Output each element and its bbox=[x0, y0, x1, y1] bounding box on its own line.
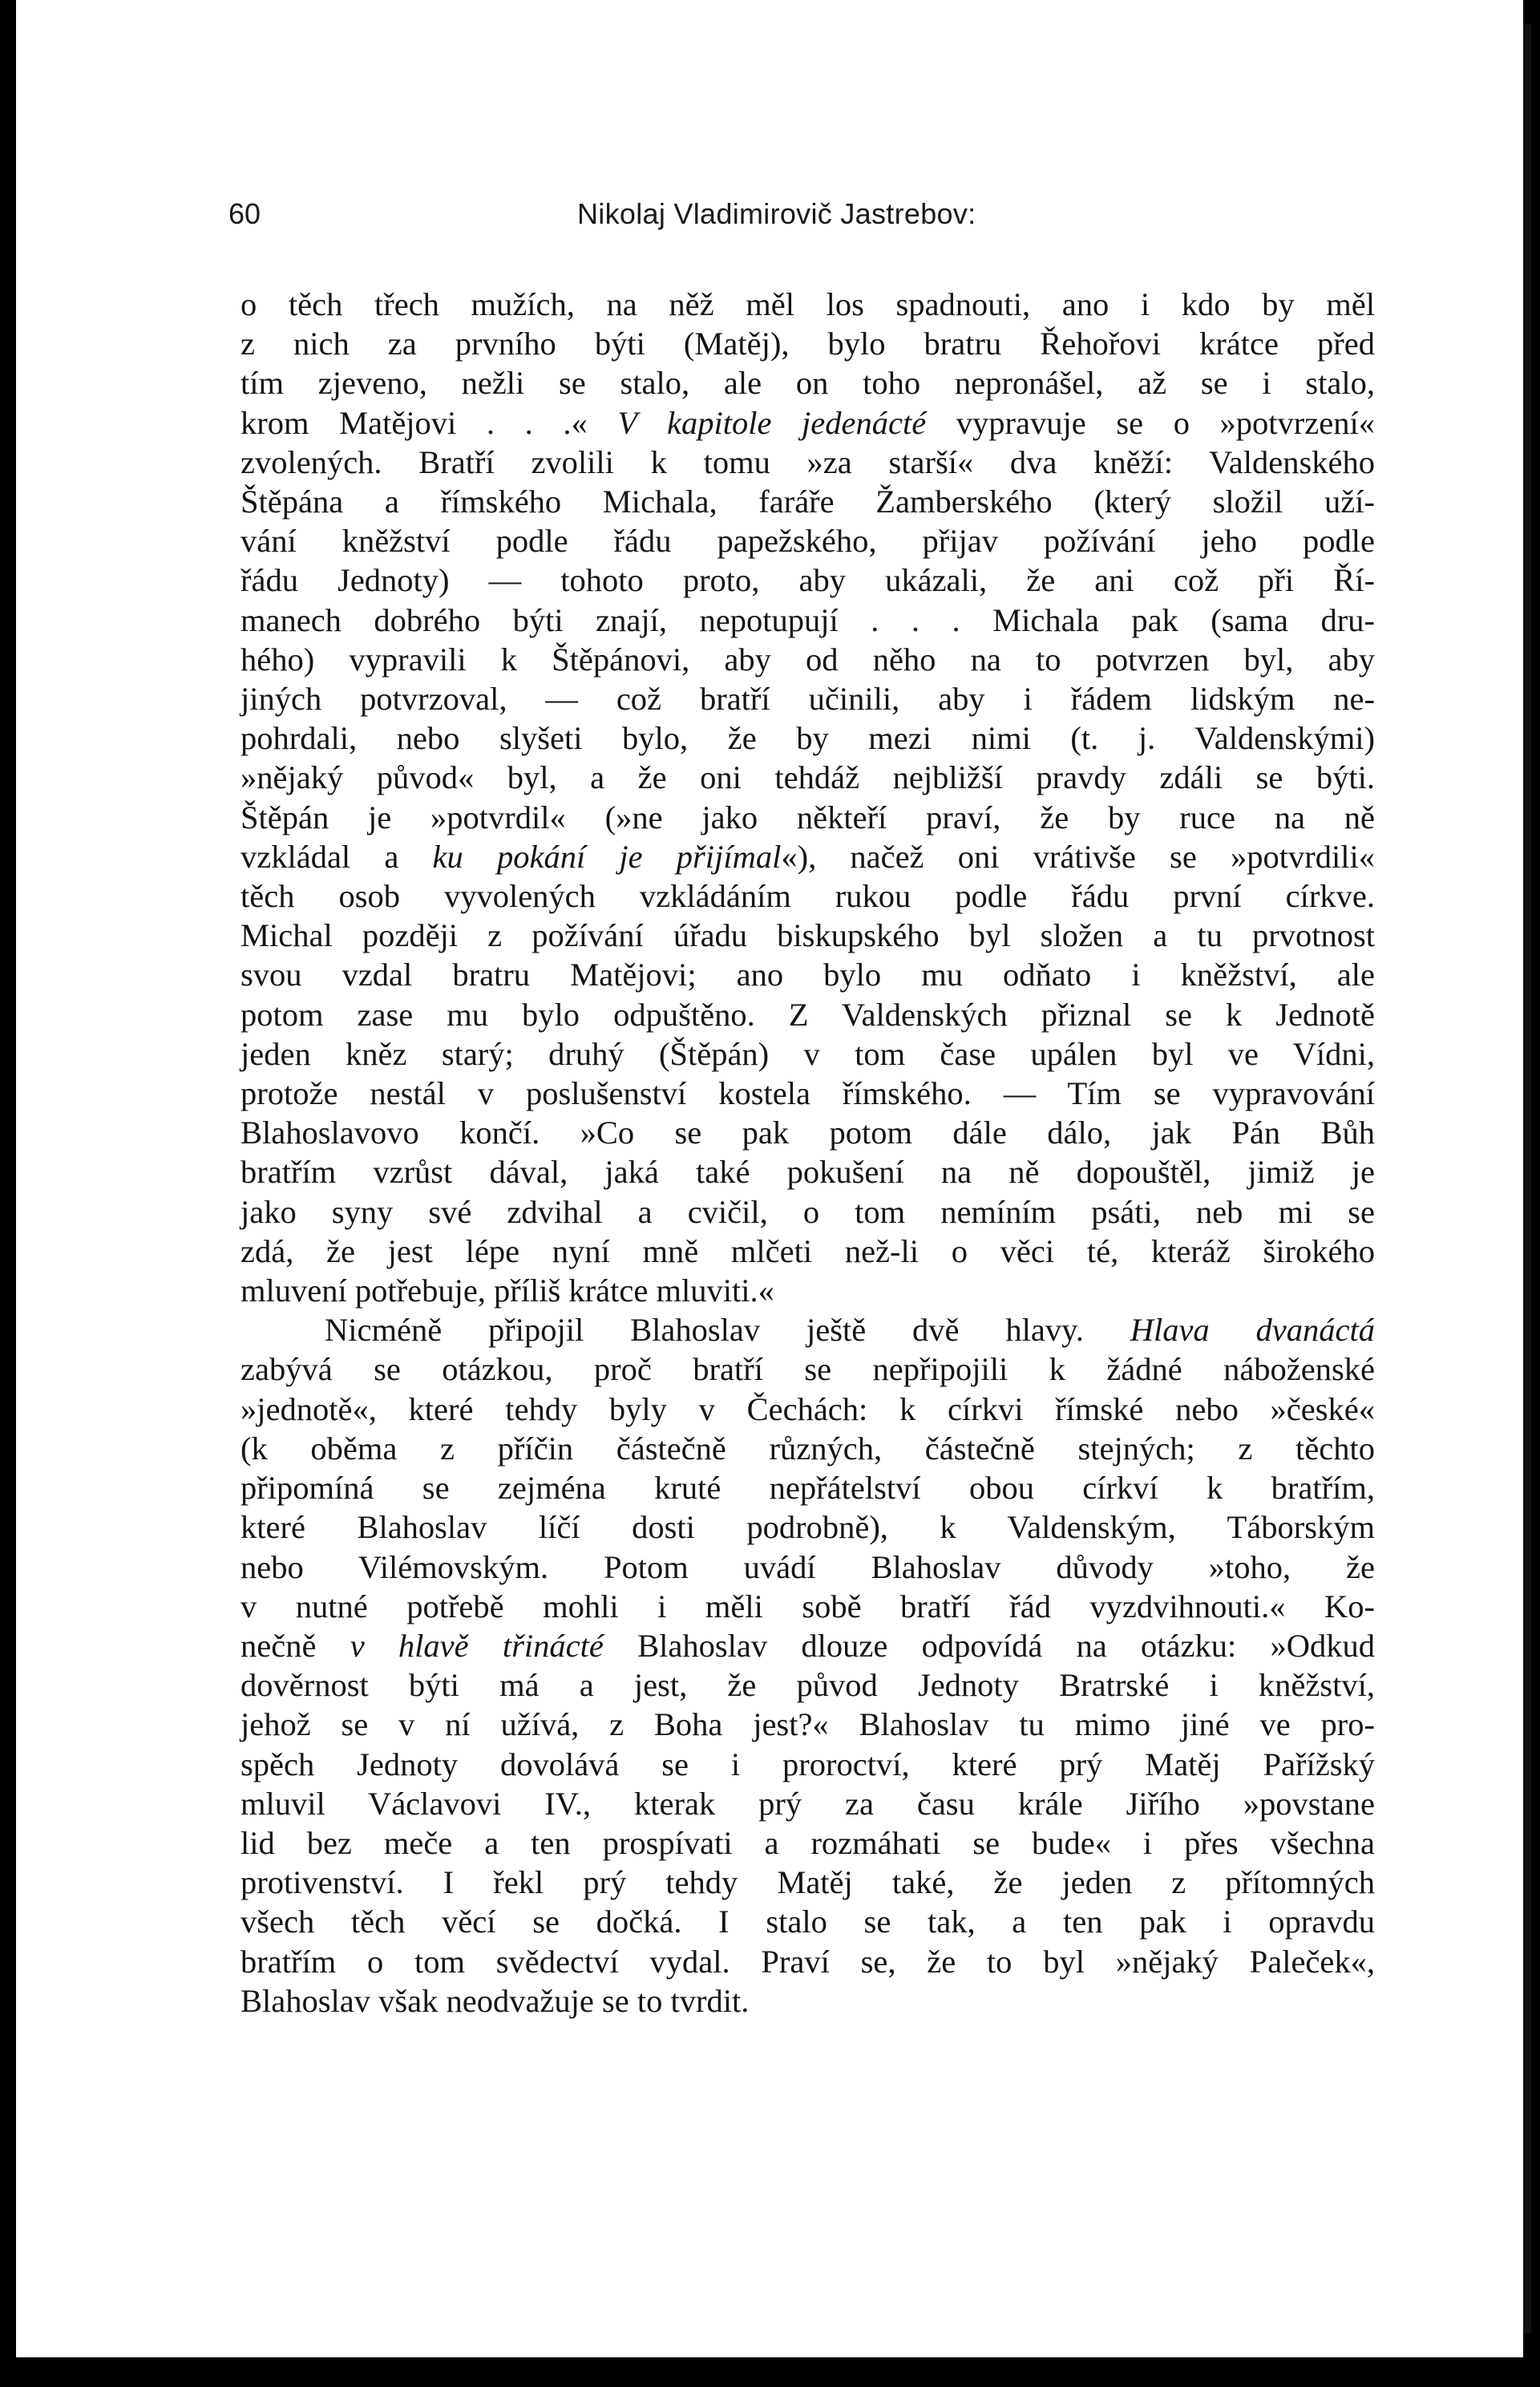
line-text: Štěpána a římského Michala, faráře Žamberského (který složil uží- bbox=[240, 483, 1375, 520]
line-text: potom zase mu bylo odpuštěno. Z Valdenských přiznal se k Jednotě bbox=[240, 996, 1375, 1033]
text-line bbox=[240, 363, 1375, 403]
line-text: které Blahoslav líčí dosti podrobně), k Valdenským, Táborským bbox=[240, 1509, 1375, 1546]
line-text: Štěpán je »potvrdil« (»ne jako někteří praví, že by ruce na ně bbox=[240, 799, 1375, 835]
text-line bbox=[240, 1034, 1375, 1074]
line-text: lid bez meče a ten prospívati a rozmáhati se bude« i přes všechna bbox=[240, 1824, 1375, 1861]
text-line bbox=[240, 601, 1375, 640]
line-text: (k oběma z příčin částečně různých, částečně stejných; z těchto bbox=[240, 1430, 1375, 1467]
text-line bbox=[240, 1152, 1375, 1191]
text-line bbox=[240, 916, 1375, 955]
line-text: jehož se v ní užívá, z Boha jest?« Blahoslav tu mimo jiné ve pro- bbox=[240, 1706, 1375, 1743]
text-line bbox=[240, 1390, 1375, 1429]
italic-emphasis: ku pokání je přijímal bbox=[432, 838, 782, 875]
line-text: vzkládal a bbox=[240, 838, 433, 875]
text-line bbox=[240, 1113, 1375, 1152]
text-line bbox=[240, 1745, 1375, 1784]
text-line bbox=[240, 1823, 1375, 1863]
line-text: Blahoslavovo končí. »Co se pak potom dále dálo, jak Pán Bůh bbox=[240, 1115, 1375, 1151]
italic-emphasis: v hlavě třinácté bbox=[350, 1627, 604, 1664]
line-text: zabývá se otázkou, proč bratří se nepřipojili k žádné náboženské bbox=[240, 1351, 1375, 1388]
line-text-continued: «), načež oni vrátivše se »potvrdili« bbox=[781, 838, 1375, 875]
text-line bbox=[240, 1942, 1375, 1981]
line-text: tím zjeveno, nežli se stalo, ale on toho nepronášel, až se i stalo, bbox=[240, 365, 1375, 402]
line-text: těch osob vyvolených vzkládáním rukou podle řádu první církve. bbox=[240, 878, 1375, 915]
text-line bbox=[240, 403, 1375, 443]
line-text: spěch Jednoty dovolává se i proroctví, které prý Matěj Pařížský bbox=[240, 1746, 1375, 1782]
line-text: Nicméně připojil Blahoslav ještě dvě hlavy. bbox=[325, 1312, 1130, 1349]
italic-emphasis: Hlava dvanáctá bbox=[1130, 1312, 1375, 1349]
line-text-continued: vypravuje se o »potvrzení« bbox=[926, 404, 1375, 441]
text-line bbox=[240, 876, 1375, 916]
text-line bbox=[240, 837, 1375, 876]
line-text: protože nestál v poslušenství kostela římského. — Tím se vypravování bbox=[240, 1075, 1375, 1112]
line-text: z nich za prvního býti (Matěj), bylo bratru Řehořovi krátce před bbox=[240, 326, 1375, 362]
line-text: všech těch věcí se dočká. I stalo se tak, a ten pak i opravdu bbox=[240, 1904, 1375, 1940]
line-text: jeden kněz starý; druhý (Štěpán) v tom čase upálen byl ve Vídni, bbox=[240, 1035, 1375, 1072]
text-line bbox=[240, 1310, 1375, 1349]
line-text: »jednotě«, které tehdy byly v Čechách: k církvi římské nebo »české« bbox=[240, 1390, 1375, 1427]
text-line bbox=[240, 1863, 1375, 1902]
line-text: řádu Jednoty) — tohoto proto, aby ukázali, že ani což při Ří- bbox=[240, 562, 1375, 599]
line-text: mluvení potřebuje, příliš krátce mluviti.« bbox=[240, 1272, 774, 1309]
line-text: manech dobrého býti znají, nepotupují . . . Michala pak (sama dru- bbox=[240, 601, 1375, 638]
line-text: krom Matějovi . . .« bbox=[240, 404, 618, 441]
line-text: dověrnost býti má a jest, že původ Jednoty Bratrské i kněžství, bbox=[240, 1667, 1375, 1704]
text-line bbox=[240, 482, 1375, 521]
text-line bbox=[240, 1587, 1375, 1626]
page-number: 60 bbox=[228, 197, 261, 230]
text-line bbox=[240, 1349, 1375, 1389]
text-line bbox=[240, 798, 1375, 837]
text-line bbox=[240, 521, 1375, 560]
text-line bbox=[240, 1192, 1375, 1232]
text-line bbox=[240, 758, 1375, 797]
line-text: nečně bbox=[240, 1627, 350, 1664]
text-line bbox=[240, 1784, 1375, 1823]
text-line bbox=[240, 1981, 1375, 2021]
text-line bbox=[240, 718, 1375, 758]
italic-emphasis: V kapitole jedenácté bbox=[617, 404, 927, 441]
line-text: Blahoslav však neodvažuje se to tvrdit. bbox=[240, 1982, 750, 2019]
line-text: zdá, že jest lépe nyní mně mlčeti než-li o věci té, kteráž širokého bbox=[240, 1232, 1375, 1269]
line-text: protivenství. I řekl prý tehdy Matěj také, že jeden z přítomných bbox=[240, 1864, 1375, 1901]
text-line bbox=[240, 1626, 1375, 1665]
text-line bbox=[240, 640, 1375, 679]
line-text: hého) vypravili k Štěpánovi, aby od něho na to potvrzen byl, aby bbox=[240, 641, 1375, 678]
line-text-continued: Blahoslav dlouze odpovídá na otázku: »Odkud bbox=[603, 1627, 1375, 1664]
text-line bbox=[240, 443, 1375, 482]
line-text: »nějaký původ« byl, a že oni tehdáž nejbližší pravdy zdáli se býti. bbox=[240, 759, 1375, 796]
line-text: vání kněžství podle řádu papežského, přijav požívání jeho podle bbox=[240, 523, 1375, 560]
line-text: svou vzdal bratru Matějovi; ano bylo mu odňato i kněžství, ale bbox=[240, 957, 1375, 993]
line-text: pohrdali, nebo slyšeti bylo, že by mezi nimi (t. j. Valdenskými) bbox=[240, 720, 1375, 757]
line-text: připomíná se zejména kruté nepřátelství obou církví k bratřím, bbox=[240, 1470, 1375, 1507]
line-text: jiných potvrzoval, — což bratří učinili, aby i řádem lidským ne- bbox=[240, 681, 1375, 718]
running-title: Nikolaj Vladimirovič Jastrebov: bbox=[577, 197, 976, 230]
text-line bbox=[240, 1665, 1375, 1705]
text-line bbox=[240, 1232, 1375, 1271]
text-line bbox=[240, 560, 1375, 600]
text-line bbox=[240, 285, 1375, 324]
text-line bbox=[240, 995, 1375, 1034]
text-line bbox=[240, 955, 1375, 994]
text-line bbox=[240, 1507, 1375, 1547]
page-edge-shadow bbox=[1523, 24, 1531, 2333]
line-text: nebo Vilémovským. Potom uvádí Blahoslav důvody »toho, že bbox=[240, 1548, 1375, 1585]
text-line bbox=[240, 1548, 1375, 1587]
line-text: bratřím vzrůst dával, jaká také pokušení na ně dopouštěl, jimiž je bbox=[240, 1154, 1375, 1191]
text-line bbox=[240, 679, 1375, 718]
text-line bbox=[240, 1429, 1375, 1468]
running-head bbox=[228, 197, 1351, 245]
text-line bbox=[240, 1271, 1375, 1310]
line-text: v nutné potřebě mohli i měli sobě bratří řád vyzdvihnouti.« Ko- bbox=[240, 1588, 1375, 1624]
text-line bbox=[240, 324, 1375, 363]
text-line bbox=[240, 1902, 1375, 1941]
text-line bbox=[240, 1705, 1375, 1744]
line-text: mluvil Václavovi IV., kterak prý za času krále Jiřího »povstane bbox=[240, 1785, 1375, 1822]
line-text: o těch třech mužích, na něž měl los spadnouti, ano i kdo by měl bbox=[240, 286, 1375, 322]
line-text: Michal později z požívání úřadu biskupského byl složen a tu prvotnost bbox=[240, 917, 1375, 954]
line-text: jako syny své zdvihal a cvičil, o tom nemíním psáti, neb mi se bbox=[240, 1193, 1375, 1230]
line-text: zvolených. Bratří zvolili k tomu »za starší« dva kněží: Valdenského bbox=[240, 443, 1375, 480]
text-line bbox=[240, 1468, 1375, 1507]
book-page bbox=[16, 0, 1523, 2357]
text-line bbox=[240, 1074, 1375, 1113]
body-text bbox=[240, 285, 1375, 2021]
line-text: bratřím o tom svědectví vydal. Praví se, že to byl »nějaký Paleček«, bbox=[240, 1943, 1375, 1980]
